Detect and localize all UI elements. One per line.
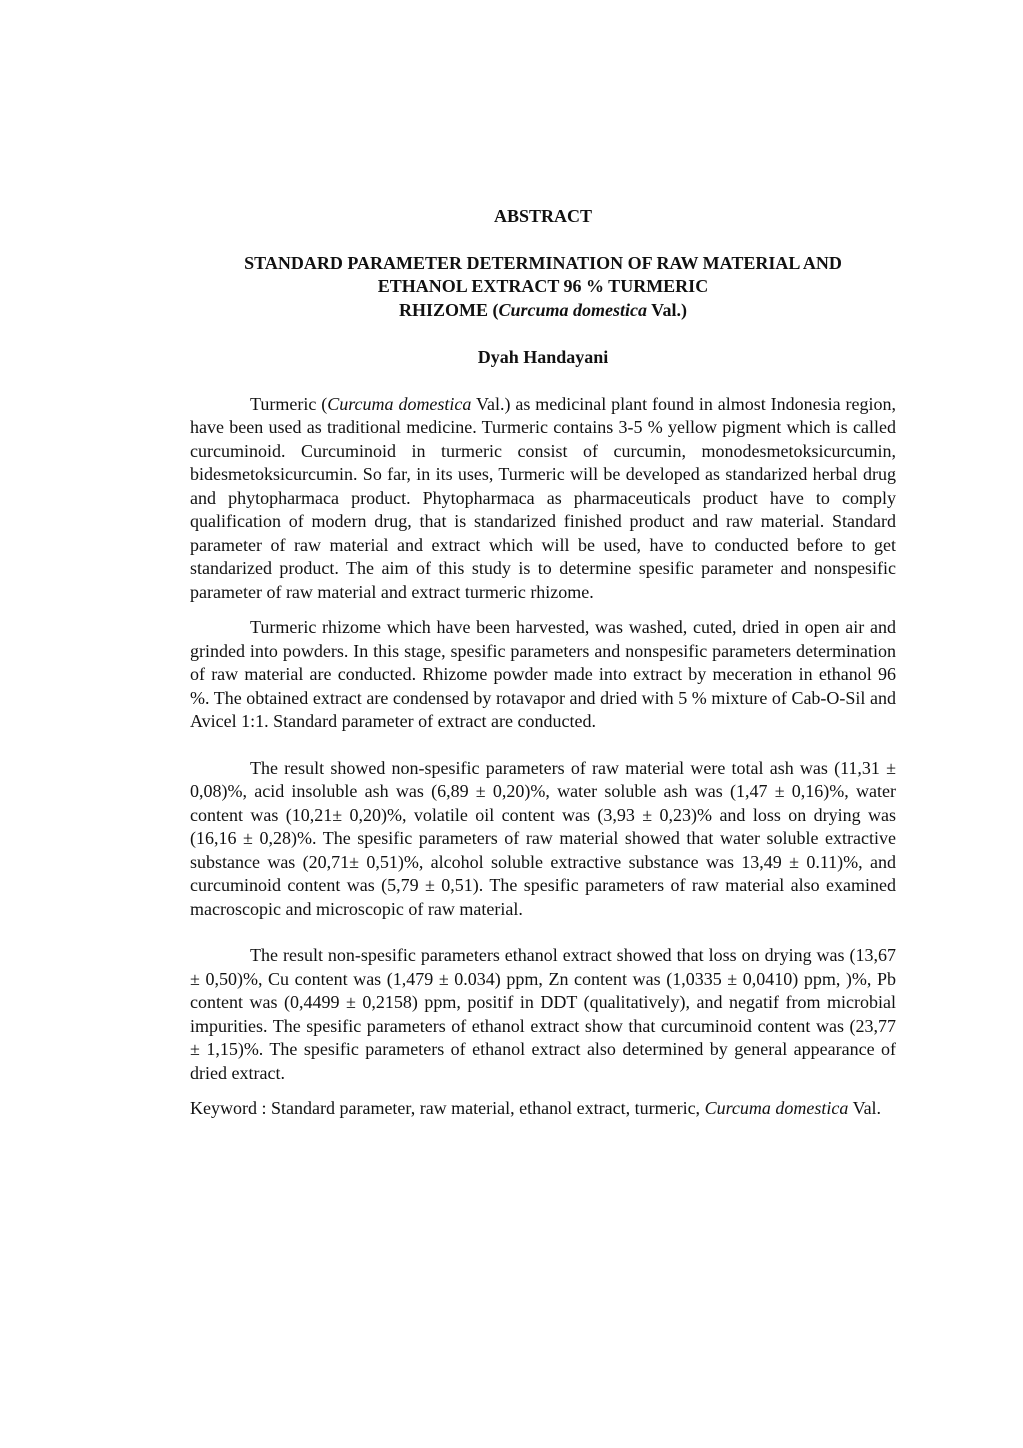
title-line-3-suffix: Val.) (647, 299, 688, 320)
paragraph-1-body: Val.) as medicinal plant found in almost Indonesia region, have been used as traditional medicine. Turmeric contains 3-5 % yellow pigment which is called curcuminoid. Curcuminoid in turmeric consist of curcumin, monodesmetoksicurcumin, bidesmetoksicurcumin. So far, in its uses, Turmeric will be developed as standarized herbal drug and phytopharmaca product. Phytopharmaca as pharmaceuticals product have to comply qualification of modern drug, that is standarized finished product and raw material. Standard parameter of raw material and extract which will be used, have to conducted before to get standarized product. The aim of this study is to determine spesific parameter and nonspesific parameter of raw material and extract turmeric rhizome. (190, 393, 897, 602)
abstract-paragraph-3: The result showed non-spesific parameters of raw material were total ash was (11,31 ± 0,08)%, acid insoluble ash was (6,89 ± 0,20)%, water soluble ash was (1,47 ± 0,16)%, water content was (10,21± 0,20)%, volatile oil content was (3,93 ± 0,23)% and loss on drying was (16,16 ± 0,28)%. The spesific parameters of raw material showed that water soluble extractive substance was (20,71± 0,51)%, alcohol soluble extractive substance was 13,49 ± 0.11)%, and curcuminoid content was (5,79 ± 0,51). The spesific parameters of raw material also examined macroscopic and microscopic of raw material. (190, 757, 896, 919)
keywords (190, 1097, 896, 1121)
paragraph-1-species-name: Curcuma domestica (327, 393, 472, 414)
abstract-paragraph-1 (190, 393, 896, 605)
paper-title (190, 252, 896, 323)
keywords-suffix: Val. (848, 1098, 882, 1118)
title-line-1: STANDARD PARAMETER DETERMINATION OF RAW MATERIAL AND (244, 252, 842, 273)
keywords-species-name: Curcuma domestica (704, 1098, 849, 1118)
author-name: Dyah Handayani (477, 347, 609, 367)
title-species-name: Curcuma domestica (498, 299, 647, 320)
title-line-3-prefix: RHIZOME ( (398, 299, 499, 320)
keywords-prefix: Keyword : Standard parameter, raw material, ethanol extract, turmeric, (190, 1098, 705, 1118)
abstract-paragraph-4: The result non-spesific parameters ethanol extract showed that loss on drying was (13,67 ± 0,50)%, Cu content was (1,479 ± 0.034) ppm, Zn content was (1,0335 ± 0,0410) ppm, )%, Pb content was (0,4499 ± 0,2158) ppm, positif in DDT (qualitatively), and negatif from microbial impurities. The spesific parameters of ethanol extract show that curcuminoid content was (23,77 ± 1,15)%. The spesific parameters of ethanol extract also determined by general appearance of dried extract. (190, 945, 896, 1083)
abstract-paragraph-2: Turmeric rhizome which have been harvested, was washed, cuted, dried in open air and grinded into powders. In this stage, spesific parameters and nonspesific parameters determination of raw material are conducted. Rhizome powder made into extract by meceration in ethanol 96 %. The obtained extract are condensed by rotavapor and dried with 5 % mixture of Cab-O-Sil and Avicel 1:1. Standard parameter of extract are conducted. (190, 617, 896, 731)
title-line-2: ETHANOL EXTRACT 96 % TURMERIC (377, 276, 709, 296)
title-line-3 (190, 299, 896, 323)
abstract-page (190, 205, 896, 1121)
paragraph-1-prefix: Turmeric ( (250, 393, 328, 414)
abstract-heading: ABSTRACT (493, 206, 593, 226)
